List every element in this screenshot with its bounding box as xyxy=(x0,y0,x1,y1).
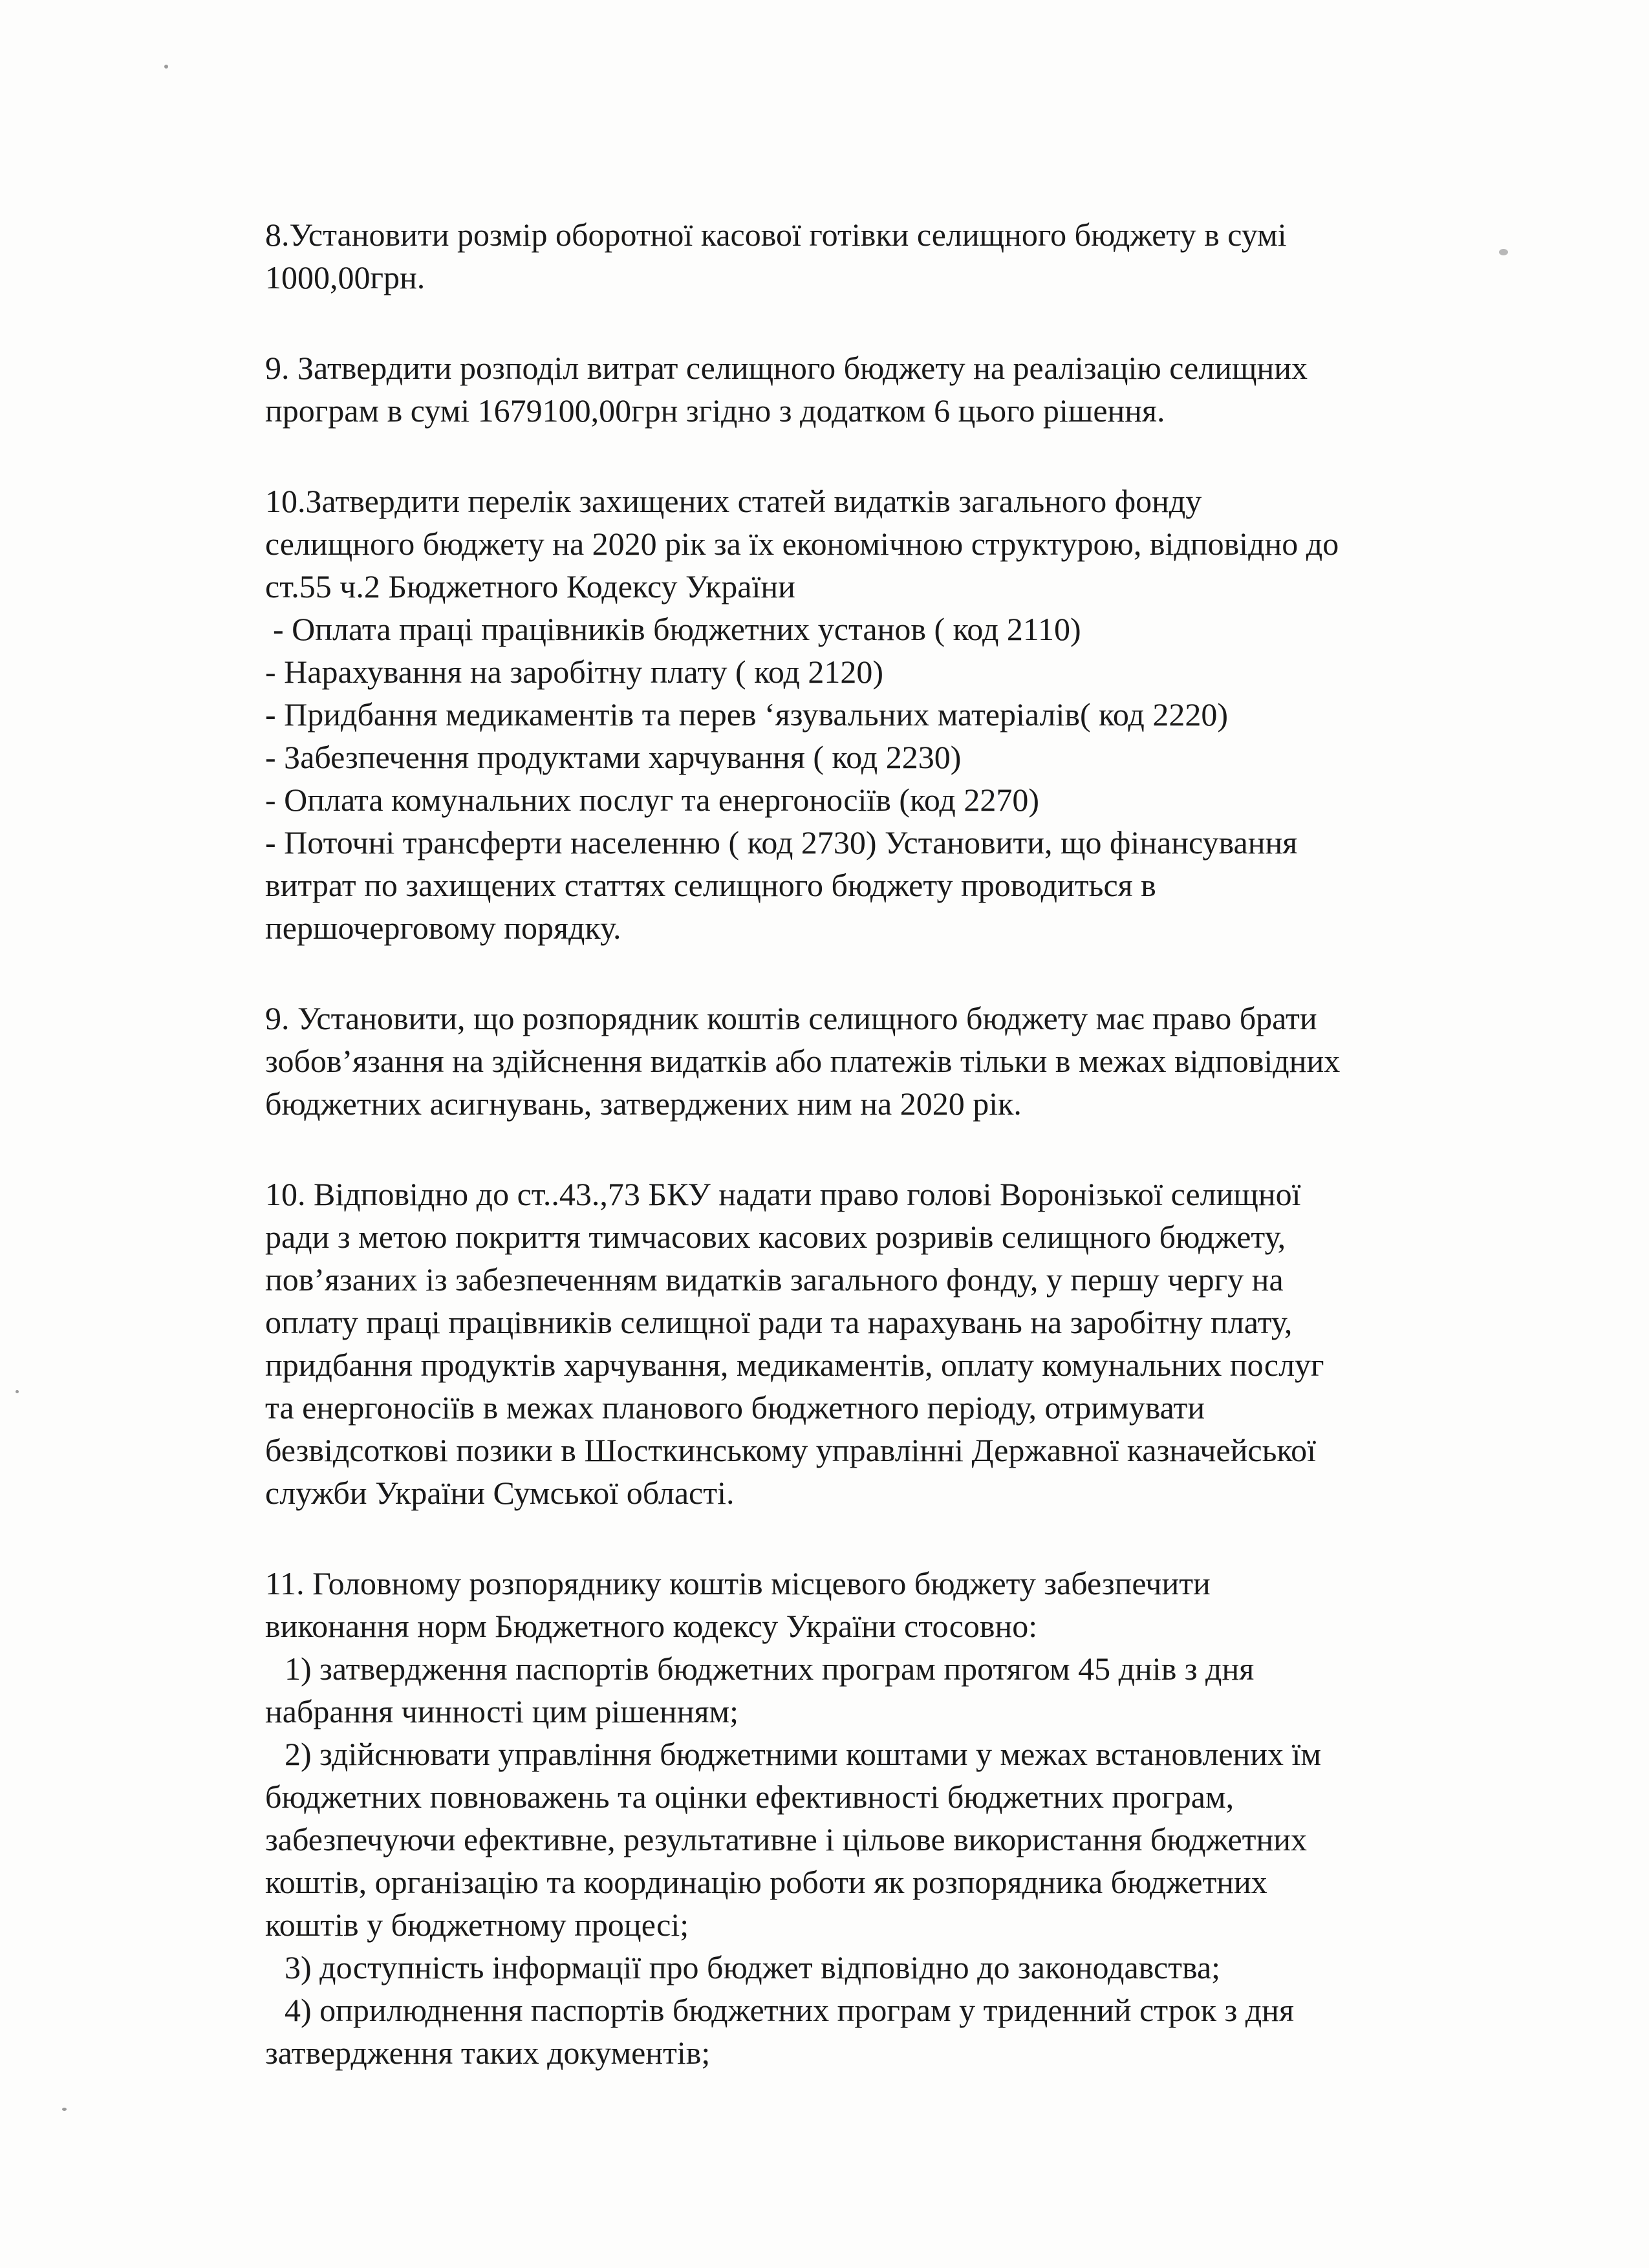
text-line: набрання чинності цим рішенням; xyxy=(265,1693,738,1729)
text-line: ст.55 ч.2 Бюджетного Кодексу України xyxy=(265,568,795,604)
text-line: першочерговому порядку. xyxy=(265,910,621,946)
text-line: ради з метою покриття тимчасових касових розривів селищного бюджету, xyxy=(265,1219,1286,1255)
document-body xyxy=(265,213,1552,2122)
scan-speck xyxy=(164,65,168,69)
text-line: 10.Затвердити перелік захищених статей видатків загального фонду xyxy=(265,483,1202,519)
text-line: пов’язаних із забезпеченням видатків загального фонду, у першу чергу на xyxy=(265,1261,1284,1298)
list-item: - Оплата праці працівників бюджетних установ ( код 2110) xyxy=(273,611,1081,647)
text-line: безвідсоткові позики в Шосткинському управлінні Державної казначейської xyxy=(265,1432,1317,1468)
text-line: 10. Відповідно до ст..43.,73 БКУ надати право голові Воронізької селищної xyxy=(265,1176,1301,1212)
text-line: придбання продуктів харчування, медикаментів, оплату комунальних послуг xyxy=(265,1347,1324,1383)
paragraph-item-8 xyxy=(265,213,1552,299)
text-line: зобов’язання на здійснення видатків або платежів тільки в межах відповідних xyxy=(265,1043,1341,1079)
paragraph-item-9-program-expenses xyxy=(265,347,1552,432)
list-item: - Придбання медикаментів та перев ‘язувальних матеріалів( код 2220) xyxy=(265,696,1229,733)
text-line: служби України Сумської області. xyxy=(265,1475,735,1511)
text-line: 9. Затвердити розподіл витрат селищного бюджету на реалізацію селищних xyxy=(265,350,1308,386)
text-line: 9. Установити, що розпорядник коштів селищного бюджету має право брати xyxy=(265,1000,1317,1036)
text-line: бюджетних повноважень та оцінки ефективності бюджетних програм, xyxy=(265,1779,1234,1815)
text-line: коштів у бюджетному процесі; xyxy=(265,1907,689,1943)
paragraph-item-9-obligations xyxy=(265,997,1552,1125)
text-line: коштів, організацію та координацію роботи як розпорядника бюджетних xyxy=(265,1864,1267,1900)
paragraph-item-11 xyxy=(265,1562,1552,2074)
text-line: затвердження таких документів; xyxy=(265,2035,711,2071)
text-line: витрат по захищених статтях селищного бюджету проводиться в xyxy=(265,867,1156,903)
text-line: бюджетних асигнувань, затверджених ним на 2020 рік. xyxy=(265,1086,1022,1122)
text-line: забезпечуючи ефективне, результативне і цільове використання бюджетних xyxy=(265,1821,1308,1857)
text-line: 1000,00грн. xyxy=(265,259,426,295)
list-item: - Оплата комунальних послуг та енергоносіїв (код 2270) xyxy=(265,782,1039,818)
text-line: селищного бюджету на 2020 рік за їх економічною структурою, відповідно до xyxy=(265,526,1339,562)
text-line: програм в сумі 1679100,00грн згідно з додатком 6 цього рішення. xyxy=(265,392,1165,429)
text-line: 11. Головному розпоряднику коштів місцевого бюджету забезпечити xyxy=(265,1565,1211,1601)
list-item: - Поточні трансферти населенню ( код 2730) Установити, що фінансування xyxy=(265,824,1298,861)
list-item: - Забезпечення продуктами харчування ( код 2230) xyxy=(265,739,962,775)
text-line: оплату праці працівників селищної ради та нарахувань на заробітну плату, xyxy=(265,1304,1293,1340)
text-line: та енергоносіїв в межах планового бюджетного періоду, отримувати xyxy=(265,1389,1205,1426)
paragraph-item-10-protected-articles xyxy=(265,480,1552,949)
list-item: 3) доступність інформації про бюджет відповідно до законодавства; xyxy=(285,1949,1221,1985)
list-item: - Нарахування на заробітну плату ( код 2120) xyxy=(265,654,884,690)
list-item: 2) здійснювати управління бюджетними коштами у межах встановлених їм xyxy=(285,1736,1322,1772)
scan-speck xyxy=(16,1390,19,1393)
paragraph-item-10-loans xyxy=(265,1173,1552,1514)
text-line: 8.Установити розмір оборотної касової готівки селищного бюджету в сумі xyxy=(265,217,1287,253)
scan-speck xyxy=(62,2108,67,2111)
list-item: 1) затвердження паспортів бюджетних програм протягом 45 днів з дня xyxy=(285,1651,1255,1687)
list-item: 4) оприлюднення паспортів бюджетних програм у триденний строк з дня xyxy=(285,1992,1294,2028)
text-line: виконання норм Бюджетного кодексу України стосовно: xyxy=(265,1608,1038,1644)
